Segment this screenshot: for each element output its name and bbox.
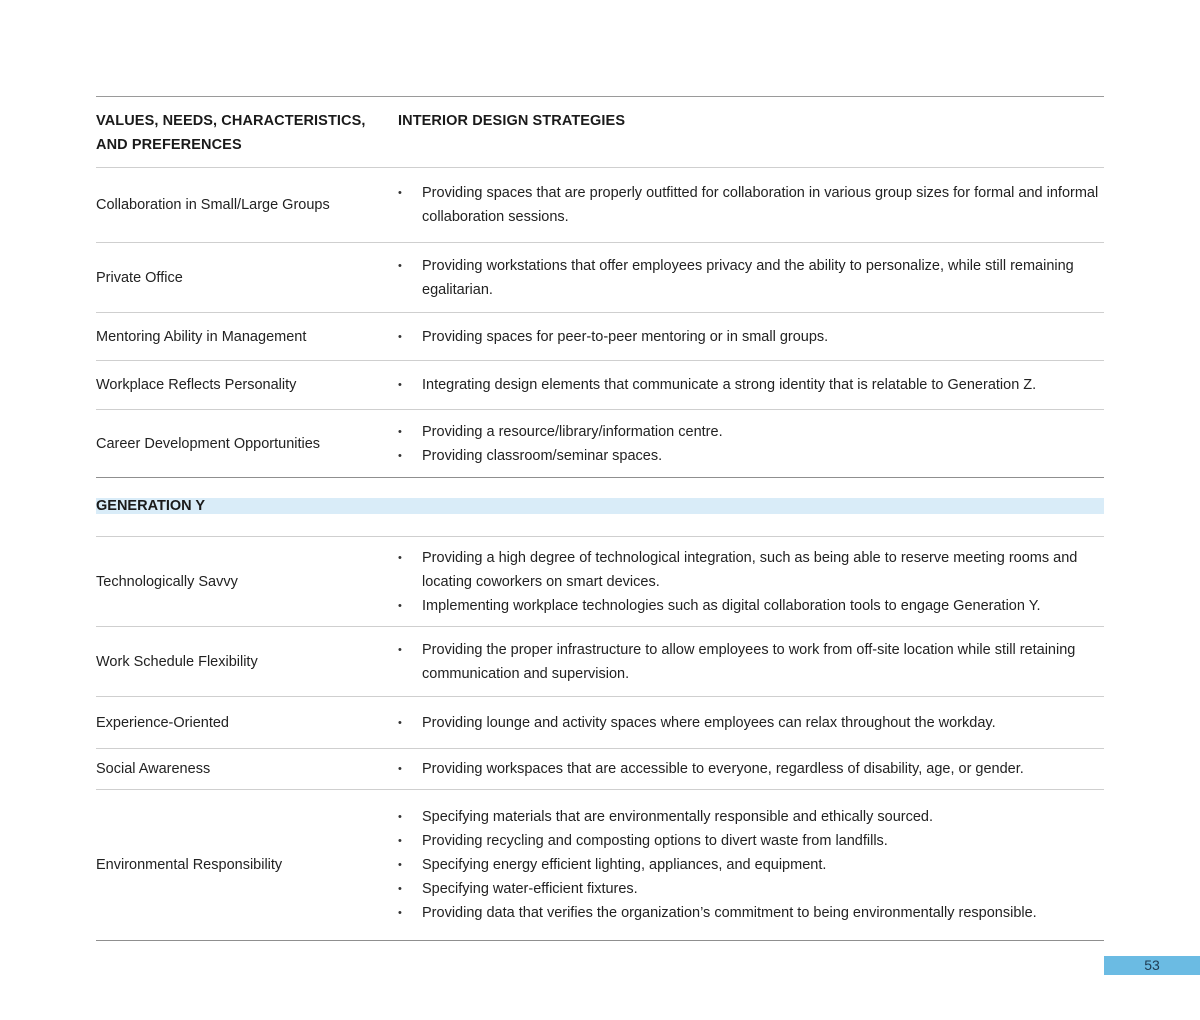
strategy-item: • Specifying water-efficient fixtures. [398,877,1104,901]
strategy-item: • Providing data that verifies the organization’s commitment to being environmentally responsible. [398,901,1104,925]
strategy-item: • Specifying energy efficient lighting, appliances, and equipment. [398,853,1104,877]
page-number: 53 [1104,956,1200,975]
row-label: Mentoring Ability in Management [96,328,307,345]
strategy-item: • Providing lounge and activity spaces where employees can relax throughout the workday. [398,711,1104,735]
table-row [96,361,1104,410]
header-col-strategies [398,109,1104,157]
strategy-item: • Providing classroom/seminar spaces. [398,444,1104,468]
row-label: Career Development Opportunities [96,435,321,452]
table-row [96,168,1104,243]
table-row [96,313,1104,361]
strategy-item: • Implementing workplace technologies such as digital collaboration tools to engage Generation Y. [398,594,1104,618]
table-row [96,749,1104,790]
header-col-values [96,109,398,157]
strategy-item: • Providing a resource/library/information centre. [398,420,1104,444]
strategy-item: • Providing workspaces that are accessible to everyone, regardless of disability, age, or gender. [398,757,1104,781]
row-label: Private Office [96,269,183,286]
header-values-line1: VALUES, NEEDS, CHARACTERISTICS, [96,113,366,129]
table-header [96,97,1104,168]
table-row [96,537,1104,627]
strategy-item: • Providing spaces for peer-to-peer mentoring or in small groups. [398,325,1104,349]
row-label: Collaboration in Small/Large Groups [96,197,330,213]
strategy-item: • Specifying materials that are environmentally responsible and ethically sourced. [398,805,1104,829]
header-values-line2: AND PREFERENCES [96,137,242,153]
strategy-item: • Providing recycling and composting options to divert waste from landfills. [398,829,1104,853]
section-heading-generation-y: GENERATION Y [96,498,1104,514]
row-label: Technologically Savvy [96,573,238,590]
table-row [96,790,1104,941]
strategy-item: • Providing workstations that offer employees privacy and the ability to personalize, while still remaining egalitarian. [398,254,1104,302]
strategy-item: • Providing spaces that are properly outfitted for collaboration in various group sizes for formal and informal collaboration sessions. [398,181,1104,229]
section-divider [96,514,1104,537]
row-label: Workplace Reflects Personality [96,377,297,393]
table-row [96,243,1104,313]
table-row [96,627,1104,697]
row-label: Environmental Responsibility [96,857,283,873]
strategy-item: • Providing the proper infrastructure to allow employees to work from off-site location while still retaining communication and supervision. [398,638,1104,686]
table-row [96,697,1104,749]
row-label: Experience-Oriented [96,714,229,731]
row-label: Work Schedule Flexibility [96,653,258,670]
strategy-table [96,96,1104,941]
header-strategies: INTERIOR DESIGN STRATEGIES [398,113,626,129]
strategy-item: • Providing a high degree of technological integration, such as being able to reserve meeting rooms and locating coworkers on smart devices. [398,546,1104,594]
strategy-item: • Integrating design elements that communicate a strong identity that is relatable to Generation Z. [398,373,1104,397]
row-label: Social Awareness [96,761,211,777]
table-row [96,410,1104,478]
